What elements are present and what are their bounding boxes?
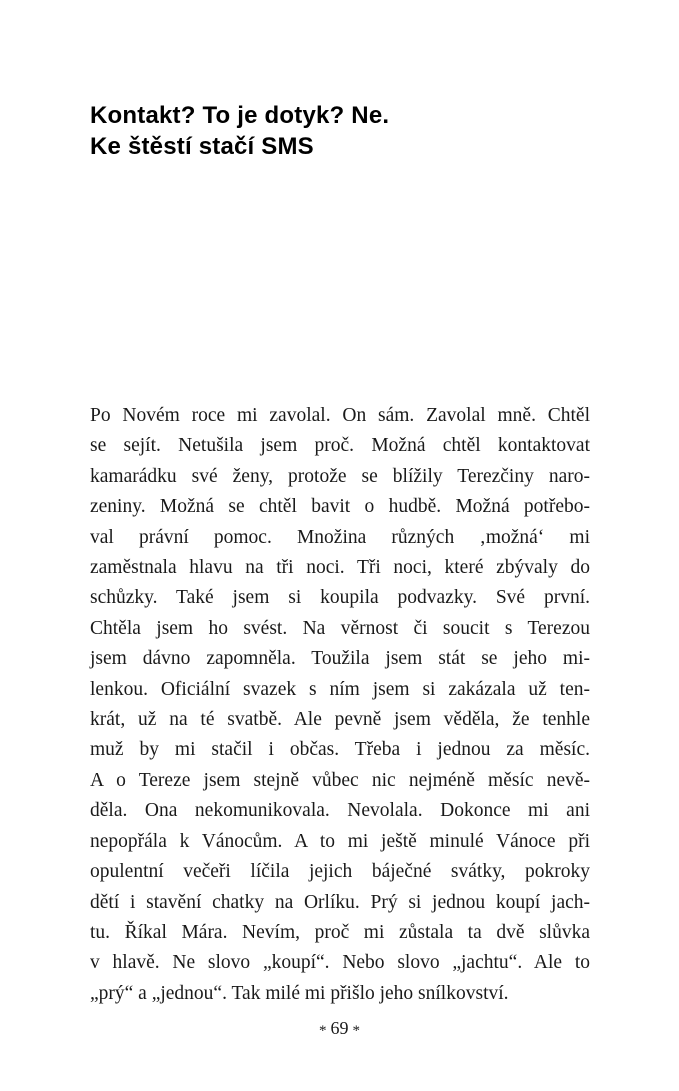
body-line: krát, už na té svatbě. Ale pevně jsem věděla, že tenhle [90,709,590,731]
page-number: 69 [330,1018,349,1038]
body-line: lenkou. Oficiální svazek s ním jsem si zakázala už ten- [90,678,590,700]
body-line: tu. Říkal Mára. Nevím, proč mi zůstala ta dvě slůvka [90,921,590,943]
body-line: děla. Ona nekomunikovala. Nevolala. Dokonce mi ani [90,800,590,822]
footer-ornament-left: * [319,1023,327,1039]
body-line: val právní pomoc. Množina různých ‚možná‘ mi [90,526,590,548]
body-line: se sejít. Netušila jsem proč. Možná chtěl kontaktovat [90,435,590,457]
body-line: zaměstnala hlavu na tři noci. Tři noci, které zbývaly do [90,557,590,579]
chapter-heading-line-2: Ke štěstí stačí SMS [90,133,314,160]
body-line: dětí i stavění chatky na Orlíku. Prý si jednou koupí jach- [90,891,590,913]
body-line: nepopřála k Vánocům. A to mi ještě minulé Vánoce při [90,830,590,852]
body-line: „prý“ a „jednou“. Tak milé mi přišlo jeho snílkovství. [90,982,509,1004]
body-line: schůzky. Také jsem si koupila podvazky. Své první. [90,587,590,609]
body-line: zeniny. Možná se chtěl bavit o hudbě. Možná potřebo- [90,496,590,518]
chapter-heading-line-1: Kontakt? To je dotyk? Ne. [90,102,390,129]
body-text [90,401,590,1009]
body-line: Chtěla jsem ho svést. Na věrnost či soucit s Terezou [90,617,590,639]
footer-ornament-right: * [352,1023,360,1039]
body-line: muž by mi stačil i občas. Třeba i jednou za měsíc. [90,739,590,761]
body-line: v hlavě. Ne slovo „koupí“. Nebo slovo „jachtu“. Ale to [90,952,590,974]
chapter-heading [90,100,610,162]
body-line: opulentní večeři líčila jejich báječné svátky, pokroky [90,861,590,883]
body-line: A o Tereze jsem stejně vůbec nic nejméně měsíc nevě- [90,769,590,791]
body-line: Po Novém roce mi zavolal. On sám. Zavolal mně. Chtěl [90,405,590,426]
body-line: kamarádku své ženy, protože se blížily Terezčiny naro- [90,465,590,487]
page-footer [0,1018,679,1039]
body-line: jsem dávno zapomněla. Toužila jsem stát se jeho mi- [90,648,590,670]
